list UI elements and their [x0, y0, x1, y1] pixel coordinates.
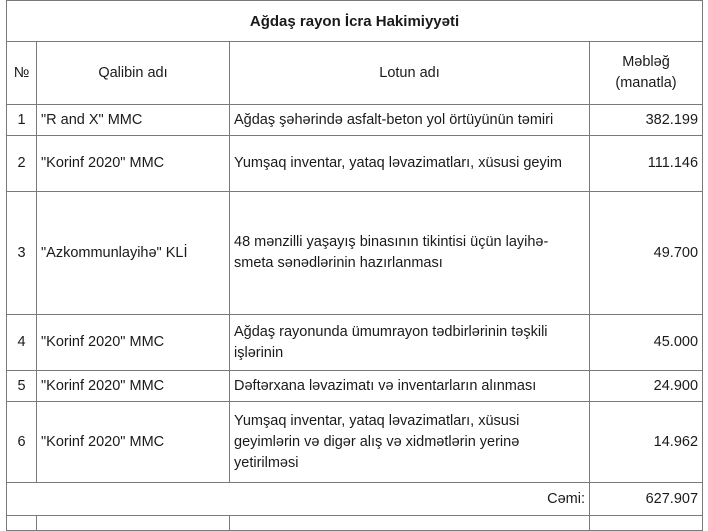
row-number: 2	[7, 136, 37, 192]
row-lot: Dəftərxana ləvazimatı və inventarların alınması	[230, 371, 590, 402]
table-row	[7, 192, 703, 315]
table-row	[7, 105, 703, 136]
table-row	[7, 136, 703, 192]
row-amount: 49.700	[590, 192, 703, 315]
row-winner: "R and X" MMC	[37, 105, 230, 136]
row-amount: 45.000	[590, 315, 703, 371]
row-winner: "Korinf 2020" MMC	[37, 315, 230, 371]
row-number: 5	[7, 371, 37, 402]
total-row	[7, 483, 703, 516]
table-row	[7, 315, 703, 371]
row-lot: Ağdaş rayonunda ümumrayon tədbirlərinin təşkili işlərinin	[230, 315, 590, 371]
row-lot: Ağdaş şəhərində asfalt-beton yol örtüyünün təmiri	[230, 105, 590, 136]
header-lot: Lotun adı	[230, 42, 590, 105]
row-lot: Yumşaq inventar, yataq ləvazimatları, xüsusi geyimlərin və digər alış və xidmətlərin yerinə yetirilməsi	[230, 402, 590, 483]
table-row	[7, 402, 703, 483]
header-winner: Qalibin adı	[37, 42, 230, 105]
row-number: 3	[7, 192, 37, 315]
empty-cell	[37, 516, 230, 531]
empty-cell	[590, 516, 703, 531]
total-label: Cəmi:	[7, 483, 590, 516]
trailing-row	[7, 516, 703, 531]
row-amount: 14.962	[590, 402, 703, 483]
row-winner: "Korinf 2020" MMC	[37, 136, 230, 192]
row-amount: 24.900	[590, 371, 703, 402]
row-lot: Yumşaq inventar, yataq ləvazimatları, xüsusi geyim	[230, 136, 590, 192]
table-title: Ağdaş rayon İcra Hakimiyyəti	[7, 1, 703, 42]
header-row	[7, 42, 703, 105]
row-winner: "Azkommunlayihə" KLİ	[37, 192, 230, 315]
row-lot: 48 mənzilli yaşayış binasının tikintisi üçün layihə-smeta sənədlərinin hazırlanması	[230, 192, 590, 315]
row-number: 4	[7, 315, 37, 371]
total-amount: 627.907	[590, 483, 703, 516]
table-row	[7, 371, 703, 402]
row-amount: 111.146	[590, 136, 703, 192]
header-no: №	[7, 42, 37, 105]
row-winner: "Korinf 2020" MMC	[37, 371, 230, 402]
row-number: 1	[7, 105, 37, 136]
results-table	[6, 0, 703, 531]
title-row	[7, 1, 703, 42]
empty-cell	[230, 516, 590, 531]
row-amount: 382.199	[590, 105, 703, 136]
header-amount: Məbləğ (manatla)	[590, 42, 703, 105]
empty-cell	[7, 516, 37, 531]
row-winner: "Korinf 2020" MMC	[37, 402, 230, 483]
row-number: 6	[7, 402, 37, 483]
